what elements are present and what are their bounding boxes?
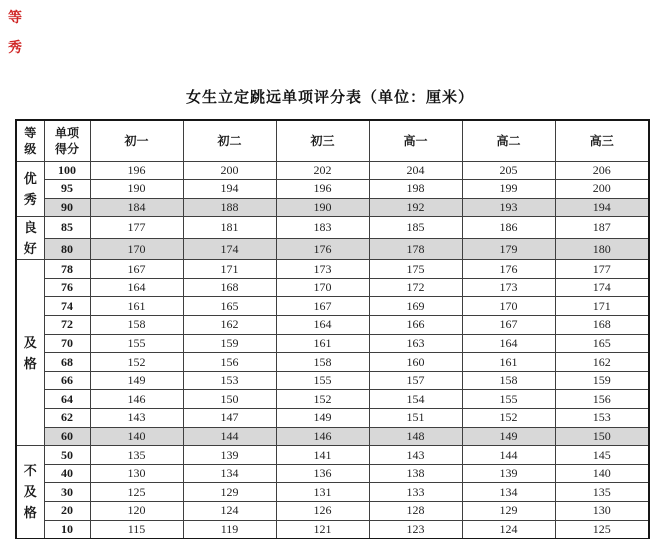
value-cell: 193 — [462, 198, 555, 217]
value-cell: 129 — [183, 483, 276, 502]
value-cell: 144 — [462, 446, 555, 465]
header-grade8: 初二 — [183, 120, 276, 161]
header-grade7: 初一 — [90, 120, 183, 161]
watermark-text — [8, 4, 22, 64]
score-cell: 20 — [44, 502, 90, 521]
table-row — [16, 409, 649, 428]
value-cell: 159 — [183, 334, 276, 353]
value-cell: 165 — [183, 297, 276, 316]
score-cell: 66 — [44, 371, 90, 390]
value-cell: 150 — [555, 427, 649, 446]
table-row — [16, 464, 649, 483]
value-cell: 167 — [90, 260, 183, 279]
grade-label-lianghao: 良 好 — [16, 217, 44, 260]
value-cell: 147 — [183, 409, 276, 428]
value-cell: 149 — [90, 371, 183, 390]
value-cell: 177 — [555, 260, 649, 279]
value-cell: 177 — [90, 217, 183, 239]
value-cell: 161 — [276, 334, 369, 353]
value-cell: 167 — [276, 297, 369, 316]
score-cell: 40 — [44, 464, 90, 483]
value-cell: 130 — [555, 502, 649, 521]
value-cell: 179 — [462, 238, 555, 260]
value-cell: 157 — [369, 371, 462, 390]
table-row — [16, 198, 649, 217]
score-cell: 85 — [44, 217, 90, 239]
value-cell: 125 — [90, 483, 183, 502]
table-row — [16, 390, 649, 409]
value-cell: 162 — [555, 353, 649, 372]
value-cell: 151 — [369, 409, 462, 428]
value-cell: 139 — [183, 446, 276, 465]
value-cell: 146 — [90, 390, 183, 409]
value-cell: 198 — [369, 180, 462, 199]
value-cell: 144 — [183, 427, 276, 446]
value-cell: 172 — [369, 278, 462, 297]
value-cell: 175 — [369, 260, 462, 279]
value-cell: 138 — [369, 464, 462, 483]
score-cell: 72 — [44, 316, 90, 335]
header-grade12: 高三 — [555, 120, 649, 161]
score-cell: 80 — [44, 238, 90, 260]
value-cell: 120 — [90, 502, 183, 521]
score-table — [15, 119, 650, 539]
value-cell: 176 — [276, 238, 369, 260]
value-cell: 186 — [462, 217, 555, 239]
value-cell: 154 — [369, 390, 462, 409]
score-cell: 74 — [44, 297, 90, 316]
value-cell: 188 — [183, 198, 276, 217]
table-row — [16, 217, 649, 239]
value-cell: 153 — [183, 371, 276, 390]
value-cell: 178 — [369, 238, 462, 260]
value-cell: 143 — [90, 409, 183, 428]
value-cell: 146 — [276, 427, 369, 446]
table-row — [16, 180, 649, 199]
value-cell: 176 — [462, 260, 555, 279]
value-cell: 134 — [462, 483, 555, 502]
value-cell: 155 — [90, 334, 183, 353]
value-cell: 170 — [276, 278, 369, 297]
value-cell: 194 — [555, 198, 649, 217]
value-cell: 204 — [369, 161, 462, 180]
table-row — [16, 297, 649, 316]
header-grade10: 高一 — [369, 120, 462, 161]
table-row — [16, 316, 649, 335]
value-cell: 136 — [276, 464, 369, 483]
value-cell: 206 — [555, 161, 649, 180]
value-cell: 125 — [555, 520, 649, 539]
value-cell: 152 — [90, 353, 183, 372]
score-table-body — [16, 161, 649, 539]
value-cell: 158 — [462, 371, 555, 390]
value-cell: 202 — [276, 161, 369, 180]
value-cell: 200 — [555, 180, 649, 199]
value-cell: 160 — [369, 353, 462, 372]
score-cell: 90 — [44, 198, 90, 217]
value-cell: 168 — [183, 278, 276, 297]
score-cell: 78 — [44, 260, 90, 279]
score-cell: 100 — [44, 161, 90, 180]
value-cell: 155 — [462, 390, 555, 409]
value-cell: 129 — [462, 502, 555, 521]
value-cell: 152 — [462, 409, 555, 428]
value-cell: 164 — [276, 316, 369, 335]
header-grade11: 高二 — [462, 120, 555, 161]
header-row — [16, 120, 649, 161]
header-grade9: 初三 — [276, 120, 369, 161]
grade-label-jige: 及 格 — [16, 260, 44, 446]
value-cell: 192 — [369, 198, 462, 217]
value-cell: 174 — [555, 278, 649, 297]
value-cell: 119 — [183, 520, 276, 539]
value-cell: 164 — [90, 278, 183, 297]
value-cell: 205 — [462, 161, 555, 180]
value-cell: 121 — [276, 520, 369, 539]
value-cell: 124 — [183, 502, 276, 521]
value-cell: 139 — [462, 464, 555, 483]
value-cell: 152 — [276, 390, 369, 409]
value-cell: 168 — [555, 316, 649, 335]
value-cell: 134 — [183, 464, 276, 483]
value-cell: 190 — [276, 198, 369, 217]
value-cell: 115 — [90, 520, 183, 539]
score-cell: 64 — [44, 390, 90, 409]
value-cell: 126 — [276, 502, 369, 521]
table-row — [16, 334, 649, 353]
value-cell: 167 — [462, 316, 555, 335]
value-cell: 161 — [462, 353, 555, 372]
score-cell: 10 — [44, 520, 90, 539]
value-cell: 180 — [555, 238, 649, 260]
header-grade-line1: 等 — [24, 125, 37, 140]
table-row — [16, 278, 649, 297]
value-cell: 133 — [369, 483, 462, 502]
table-row — [16, 446, 649, 465]
value-cell: 162 — [183, 316, 276, 335]
value-cell: 149 — [462, 427, 555, 446]
table-row — [16, 371, 649, 390]
value-cell: 181 — [183, 217, 276, 239]
table-row — [16, 520, 649, 539]
value-cell: 145 — [555, 446, 649, 465]
value-cell: 161 — [90, 297, 183, 316]
value-cell: 190 — [90, 180, 183, 199]
header-score-line1: 单项 — [54, 125, 79, 140]
value-cell: 171 — [183, 260, 276, 279]
score-cell: 50 — [44, 446, 90, 465]
value-cell: 158 — [276, 353, 369, 372]
table-row — [16, 260, 649, 279]
value-cell: 166 — [369, 316, 462, 335]
value-cell: 135 — [555, 483, 649, 502]
value-cell: 141 — [276, 446, 369, 465]
value-cell: 164 — [462, 334, 555, 353]
value-cell: 159 — [555, 371, 649, 390]
table-row — [16, 427, 649, 446]
value-cell: 131 — [276, 483, 369, 502]
score-cell: 60 — [44, 427, 90, 446]
value-cell: 128 — [369, 502, 462, 521]
header-item-score — [44, 120, 90, 161]
table-row — [16, 502, 649, 521]
value-cell: 196 — [276, 180, 369, 199]
header-grade-line2: 级 — [24, 141, 37, 156]
value-cell: 135 — [90, 446, 183, 465]
score-cell: 76 — [44, 278, 90, 297]
value-cell: 169 — [369, 297, 462, 316]
grade-label-bujige: 不 及 格 — [16, 446, 44, 539]
value-cell: 140 — [90, 427, 183, 446]
score-cell: 95 — [44, 180, 90, 199]
value-cell: 194 — [183, 180, 276, 199]
value-cell: 123 — [369, 520, 462, 539]
value-cell: 156 — [555, 390, 649, 409]
value-cell: 183 — [276, 217, 369, 239]
value-cell: 171 — [555, 297, 649, 316]
value-cell: 165 — [555, 334, 649, 353]
value-cell: 185 — [369, 217, 462, 239]
value-cell: 170 — [462, 297, 555, 316]
value-cell: 184 — [90, 198, 183, 217]
value-cell: 174 — [183, 238, 276, 260]
page-title: 女生立定跳远单项评分表（单位：厘米） — [185, 90, 474, 106]
value-cell: 156 — [183, 353, 276, 372]
watermark-char-1: 等 — [8, 11, 22, 26]
value-cell: 163 — [369, 334, 462, 353]
value-cell: 155 — [276, 371, 369, 390]
value-cell: 173 — [276, 260, 369, 279]
score-cell: 30 — [44, 483, 90, 502]
value-cell: 124 — [462, 520, 555, 539]
grade-label-youxiu: 优 秀 — [16, 161, 44, 217]
value-cell: 158 — [90, 316, 183, 335]
value-cell: 200 — [183, 161, 276, 180]
header-grade-level — [16, 120, 44, 161]
table-row — [16, 483, 649, 502]
value-cell: 173 — [462, 278, 555, 297]
value-cell: 140 — [555, 464, 649, 483]
watermark-char-2: 秀 — [8, 41, 22, 56]
score-cell: 68 — [44, 353, 90, 372]
value-cell: 148 — [369, 427, 462, 446]
value-cell: 153 — [555, 409, 649, 428]
header-score-line2: 得分 — [54, 141, 79, 156]
value-cell: 187 — [555, 217, 649, 239]
value-cell: 130 — [90, 464, 183, 483]
value-cell: 199 — [462, 180, 555, 199]
table-row — [16, 161, 649, 180]
score-cell: 62 — [44, 409, 90, 428]
score-cell: 70 — [44, 334, 90, 353]
value-cell: 149 — [276, 409, 369, 428]
value-cell: 170 — [90, 238, 183, 260]
value-cell: 143 — [369, 446, 462, 465]
table-row — [16, 353, 649, 372]
table-row — [16, 238, 649, 260]
value-cell: 196 — [90, 161, 183, 180]
value-cell: 150 — [183, 390, 276, 409]
